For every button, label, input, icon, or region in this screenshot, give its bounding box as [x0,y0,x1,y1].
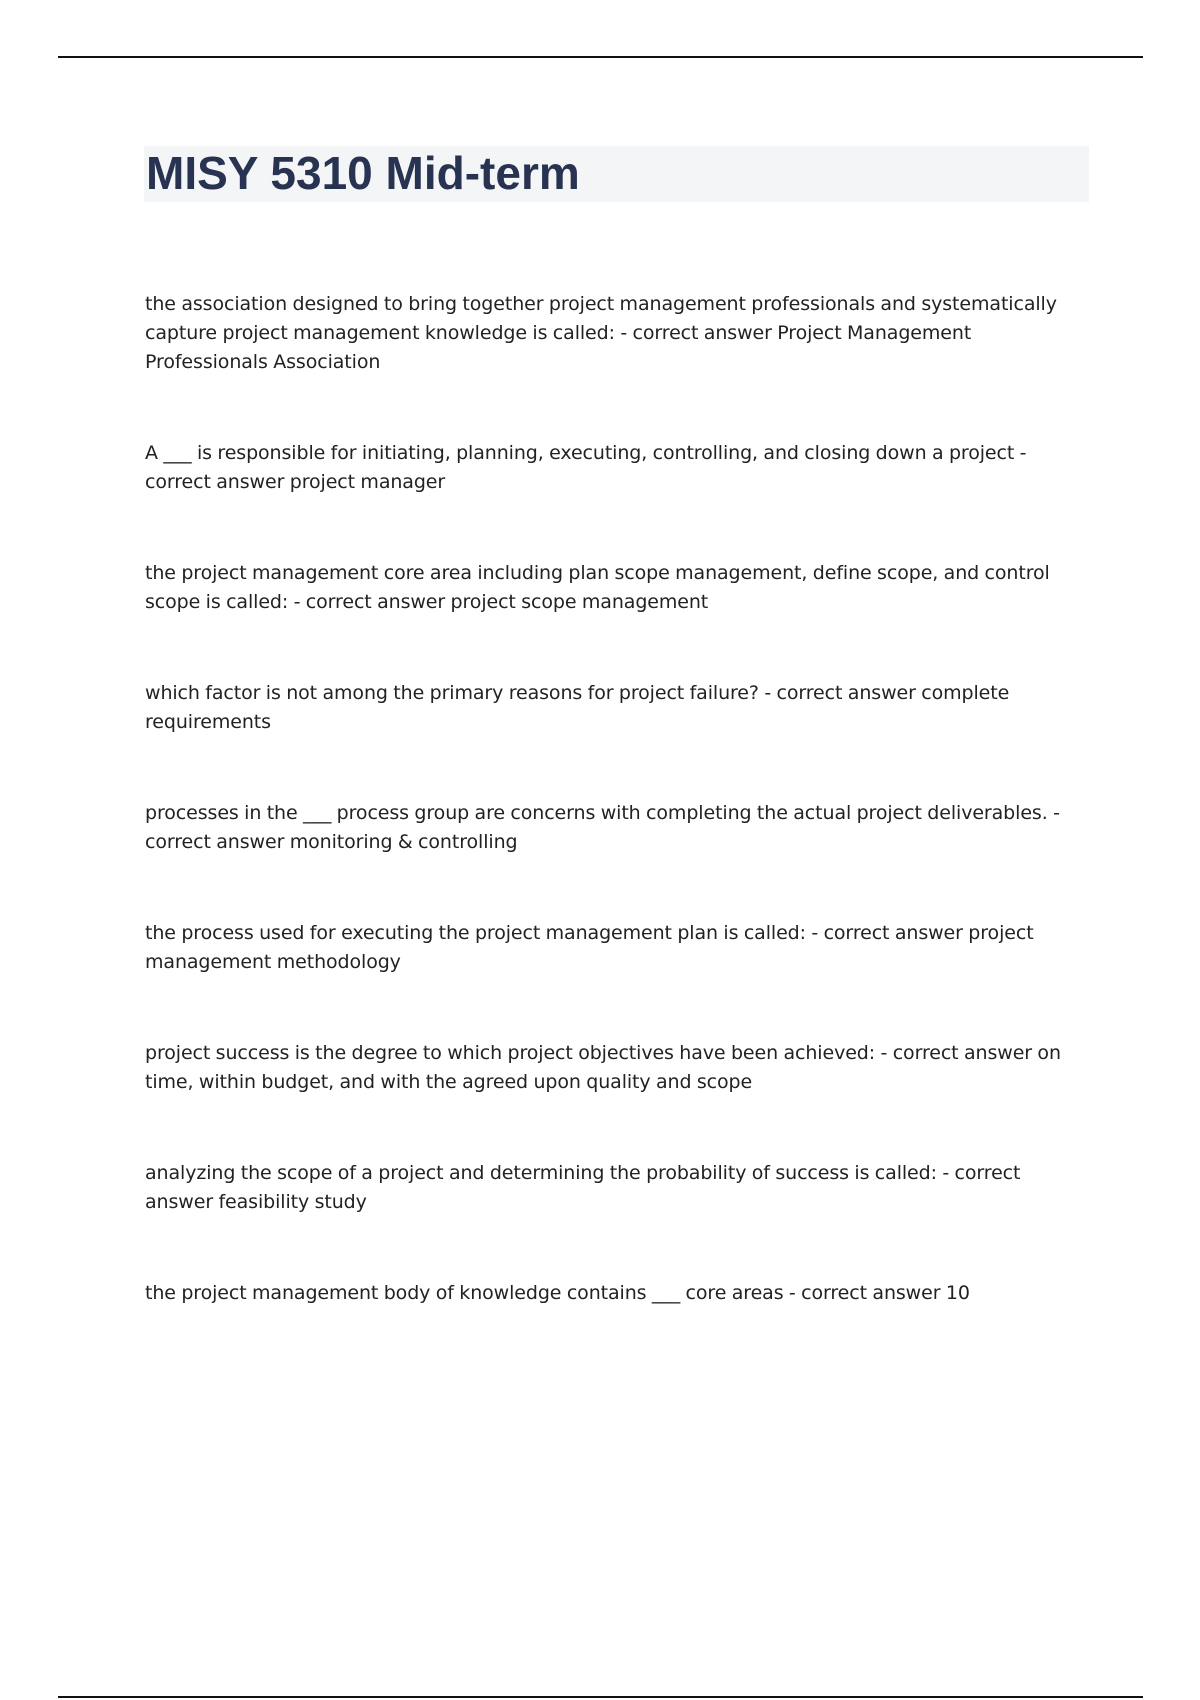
qa-item: the association designed to bring together project management professionals and systematically capture project management knowledge is called: - correct answer Project Management Professionals Association [145,293,1057,373]
top-rule [58,56,1143,58]
qa-item: processes in the ___ process group are concerns with completing the actual project deliverables. - correct answer monitoring & controlling [145,802,1060,853]
document-title: MISY 5310 Mid-term [146,147,580,199]
qa-list [145,290,1090,1308]
qa-item: analyzing the scope of a project and determining the probability of success is called: - correct answer feasibility study [145,1162,1021,1213]
qa-item: the process used for executing the project management plan is called: - correct answer project management methodology [145,922,1034,973]
qa-item: the project management core area including plan scope management, define scope, and control scope is called: - correct answer project scope management [145,562,1050,613]
qa-item: A ___ is responsible for initiating, planning, executing, controlling, and closing down a project - correct answer project manager [145,442,1027,493]
qa-item: which factor is not among the primary reasons for project failure? - correct answer complete requirements [145,682,1010,733]
qa-item: project success is the degree to which project objectives have been achieved: - correct answer on time, within budget, and with the agreed upon quality and scope [145,1042,1061,1093]
bottom-rule [58,1696,1143,1698]
qa-item: the project management body of knowledge contains ___ core areas - correct answer 10 [145,1282,970,1304]
